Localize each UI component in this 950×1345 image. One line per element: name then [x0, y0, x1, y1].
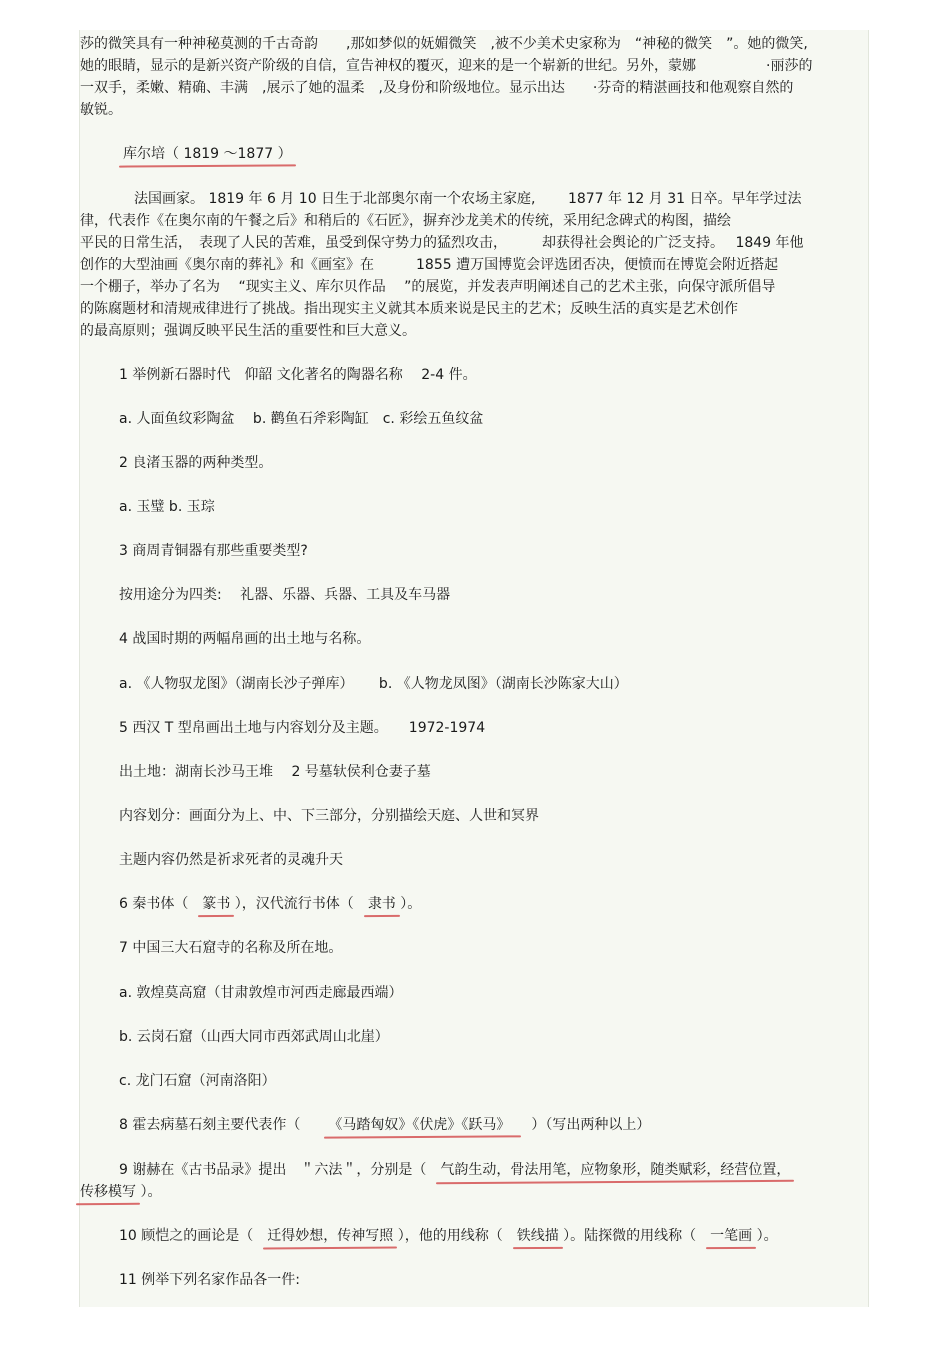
question-8 — [119, 1115, 650, 1135]
courbet-line: 法国画家。 1819 年 6 月 10 日生于北部奥尔南一个农场主家庭, 1877 年 12 月 31 日卒。早年学过法 — [134, 191, 802, 207]
answer-7c: c. 龙门石窟（河南洛阳） — [119, 1073, 276, 1089]
question-11: 11 例举下列名家作品各一件: — [119, 1272, 300, 1288]
answer-7a: a. 敦煌莫高窟（甘肃敦煌市河西走廊最西端） — [119, 985, 403, 1001]
q10-middle-2: ）。陆探微的用线称（ — [558, 1228, 711, 1244]
q10-answer-b: 铁线描 — [516, 1228, 559, 1244]
question-1: 1 举例新石器时代 仰韶 文化著名的陶器名称 2-4 件。 — [119, 367, 477, 383]
intro-line: 敏锐。 — [80, 102, 122, 118]
q8-answer: 《马踏匈奴》《伏虎》《跃马》 — [328, 1117, 518, 1133]
answer-2: a. 玉璧 b. 玉琮 — [119, 499, 215, 515]
courbet-line: 平民的日常生活， 表现了人民的苦难，虽受到保守势力的猛烈攻击， 却获得社会舆论的广泛支持。 1849 年他 — [80, 235, 804, 251]
q6-middle: ），汉代流行书体（ — [230, 896, 368, 912]
courbet-line: 一个棚子，举办了名为 “现实主义、库尔贝作品 ”的展览，并发表声明阐述自己的艺术主张，向保守派所倡导 — [80, 279, 776, 295]
question-3: 3 商周青铜器有那些重要类型? — [119, 543, 308, 559]
question-5: 5 西汉 T 型帛画出土地与内容划分及主题。 1972-1974 — [119, 720, 486, 736]
q9-answer: 气韵生动，骨法用笔，应物象形，随类赋彩，经营位置， — [440, 1162, 791, 1178]
q10-answer-a: 迁得妙想，传神写照 — [267, 1228, 394, 1244]
document-page — [79, 30, 869, 1307]
question-4: 4 战国时期的两幅帛画的出土地与名称。 — [119, 631, 371, 647]
question-9 — [119, 1160, 790, 1180]
question-9-cont — [80, 1182, 161, 1202]
courbet-heading — [123, 144, 292, 164]
q6-suffix: ）。 — [395, 896, 422, 912]
courbet-line: 律，代表作《在奥尔南的午餐之后》和稍后的《石匠》，摒弃沙龙美术的传统，采用纪念碑式的构图，描绘 — [80, 213, 731, 229]
q8-suffix: ）（写出两种以上） — [517, 1117, 651, 1133]
question-6 — [119, 894, 421, 914]
q9-answer-cont: 传移模写 — [80, 1184, 136, 1200]
answer-7b: b. 云岗石窟（山西大同市西郊武周山北崖） — [119, 1029, 389, 1045]
courbet-line: 的最高原则；强调反映平民生活的重要性和巨大意义。 — [80, 323, 416, 339]
intro-line: 一双手，柔嫩、精确、丰满 ,展示了她的温柔 ,及身份和阶级地位。显示出达 ·芬奇的精湛画技和他观察自然的 — [80, 80, 794, 96]
q10-middle: ），他的用线称（ — [393, 1228, 517, 1244]
q10-answer-c: 一笔画 — [710, 1228, 753, 1244]
q6-answer-a: 篆书 — [202, 896, 231, 912]
q6-answer-b: 隶书 — [367, 896, 396, 912]
courbet-line: 的陈腐题材和清规戒律进行了挑战。指出现实主义就其本质来说是民主的艺术；反映生活的真实是艺术创作 — [80, 301, 738, 317]
intro-line: 莎的微笑具有一种神秘莫测的千古奇韵 ,那如梦似的妩媚微笑 ,被不少美术史家称为 “神秘的微笑 ”。她的微笑, — [80, 36, 808, 52]
answer-5-content: 内容划分：画面分为上、中、下三部分，分别描绘天庭、人世和冥界 — [119, 808, 539, 824]
courbet-heading-text: 库尔培（ 1819 ～1877 ） — [123, 146, 292, 162]
question-2: 2 良渚玉器的两种类型。 — [119, 455, 273, 471]
courbet-line: 创作的大型油画《奥尔南的葬礼》和《画室》在 1855 遭万国博览会评选团否决，便愤而在博览会附近搭起 — [80, 257, 779, 273]
answer-4: a. 《人物驭龙图》（湖南长沙子弹库） b. 《人物龙凤图》（湖南长沙陈家大山） — [119, 676, 628, 692]
intro-line: 她的眼睛，显示的是新兴资产阶级的自信，宣告神权的覆灭，迎来的是一个崭新的世纪。另外，蒙娜 ·丽莎的 — [80, 58, 813, 74]
q8-prefix: 8 霍去病墓石刻主要代表作（ — [119, 1117, 329, 1133]
answer-5-place: 出土地：湖南长沙马王堆 2 号墓轪侯利仓妻子墓 — [119, 764, 431, 780]
q10-suffix: ）。 — [752, 1228, 778, 1244]
question-7: 7 中国三大石窟寺的名称及所在地。 — [119, 940, 343, 956]
q9-suffix: ）。 — [136, 1184, 162, 1200]
question-10 — [119, 1226, 778, 1246]
answer-3: 按用途分为四类: 礼器、乐器、兵器、工具及车马器 — [119, 587, 451, 603]
q10-prefix: 10 顾恺之的画论是（ — [119, 1228, 268, 1244]
q6-prefix: 6 秦书体（ — [119, 896, 203, 912]
answer-1: a. 人面鱼纹彩陶盆 b. 鹳鱼石斧彩陶缸 c. 彩绘五鱼纹盆 — [119, 411, 484, 427]
answer-5-theme: 主题内容仍然是祈求死者的灵魂升天 — [119, 852, 343, 868]
q9-prefix: 9 谢赫在《古书品录》提出 ＂六法＂，分别是（ — [119, 1162, 441, 1178]
